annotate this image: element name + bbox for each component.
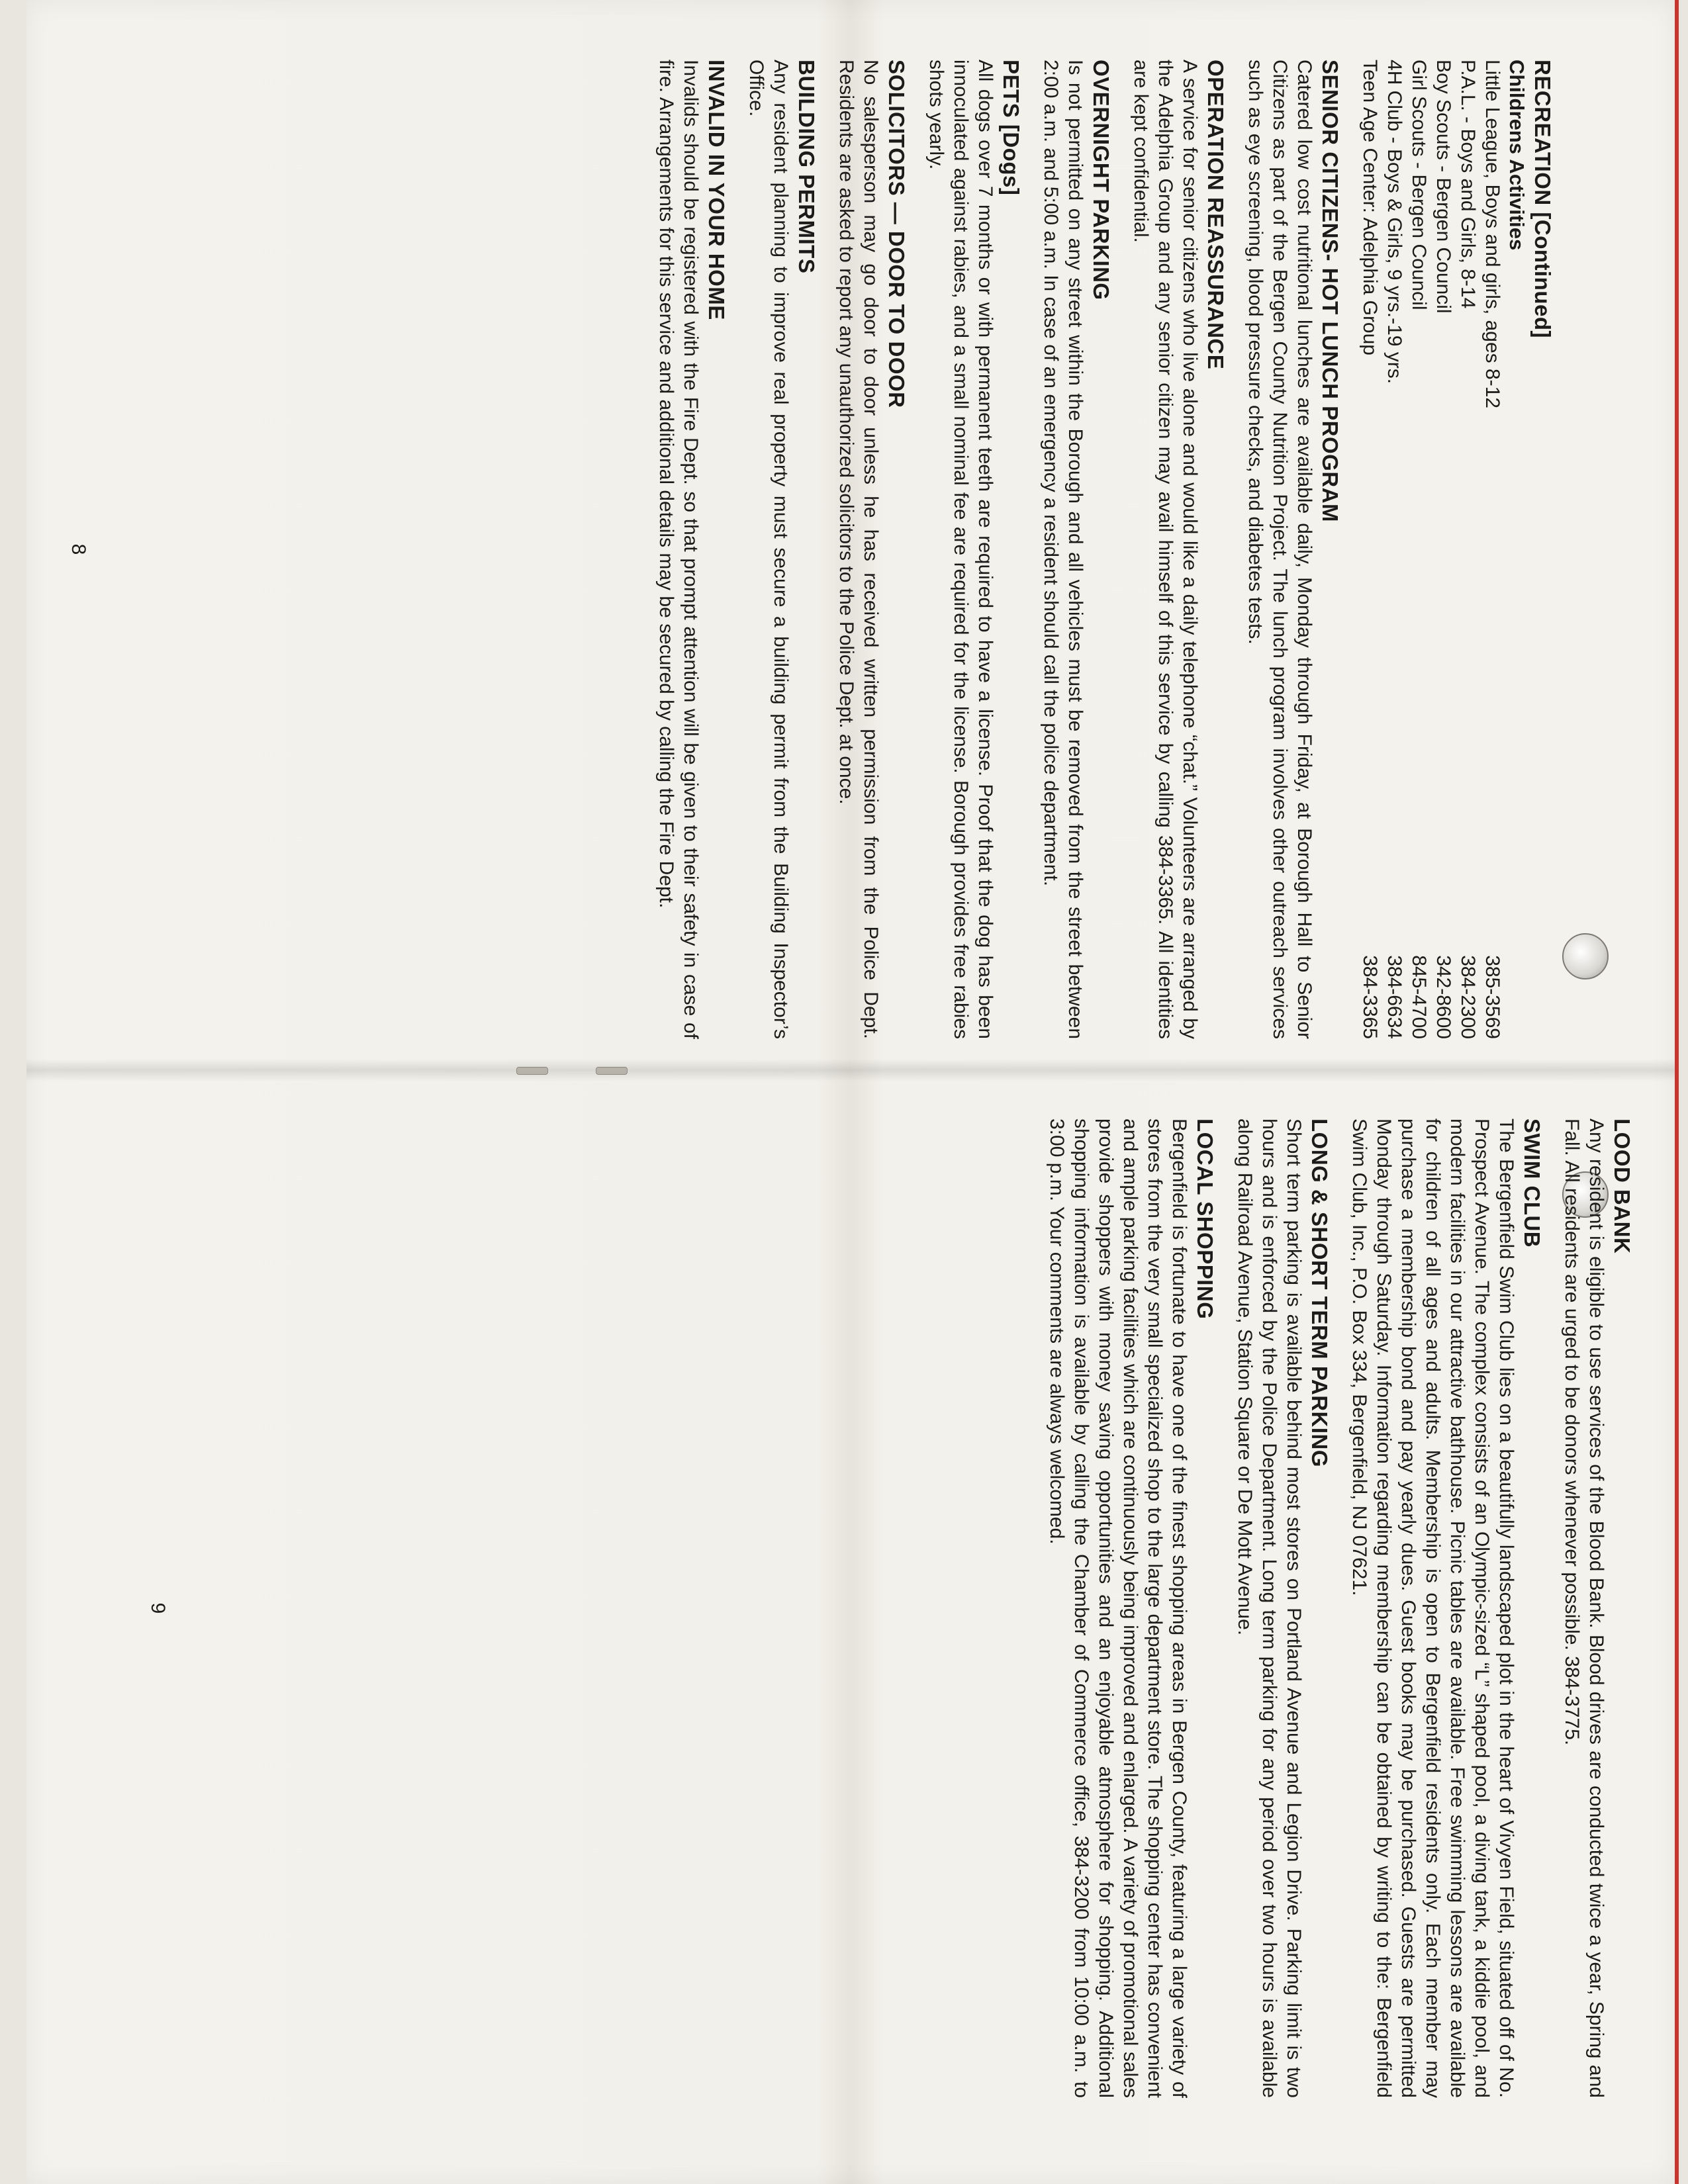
activity-row xyxy=(1382,60,1407,1039)
booklet-spread xyxy=(26,0,1679,2184)
page-8 xyxy=(20,60,1556,1039)
building-permits-title: BUILDING PERMITS xyxy=(794,60,819,274)
local-shopping-title: LOCAL SHOPPING xyxy=(1193,1118,1217,1320)
recreation-title: RECREATION [Continued] xyxy=(1530,60,1555,339)
blood-bank-body: Any resident is eligible to use services of the Blood Bank. Blood drives are conducted twice a year, Spring and Fall. All residents are urged to be donors whenever possible. 384-3775. xyxy=(1561,1118,1607,2098)
short-term-parking-section xyxy=(1233,1118,1333,2098)
blood-bank-title: LOOD BANK xyxy=(1610,1118,1634,1254)
activity-name: Girl Scouts - Bergen Council xyxy=(1408,60,1430,310)
activity-row xyxy=(1431,60,1456,1039)
reassurance-title: OPERATION REASSURANCE xyxy=(1203,60,1228,370)
overnight-parking-title: OVERNIGHT PARKING xyxy=(1089,60,1113,300)
activity-row xyxy=(1407,60,1431,1039)
pets-body: All dogs over 7 months or with permanent teeth are required to have a license. Proof that the dog has been innoculated against rabies, and a small nominal fee are required for the license. Borough provides free rabies shots yearly. xyxy=(925,60,996,1039)
invalid-title: INVALID IN YOUR HOME xyxy=(704,60,729,320)
activity-name: Teen Age Center: Adelphia Group xyxy=(1359,60,1381,355)
pets-section xyxy=(924,60,1024,1039)
overnight-parking-body: Is not permitted on any street within the Borough and all vehicles must be removed from the street between 2:00 a.m. and 5:00 a.m. In case of an emergency a resident should call the police department. xyxy=(1040,60,1086,1039)
local-shopping-section xyxy=(1045,1118,1218,2098)
overnight-parking-section xyxy=(1039,60,1114,1039)
solicitors-body: No salesperson may go door to door unless he has received written permission from the Police Dept. Residents are asked to report any unauthorized solicitors to the Police Dept. at once. xyxy=(835,60,882,1039)
activity-row xyxy=(1456,60,1480,1039)
activity-name: 4H Club - Boys & Girls, 9 yrs.-19 yrs. xyxy=(1383,60,1405,385)
senior-lunch-section xyxy=(1243,60,1343,1039)
senior-lunch-title: SENIOR CITIZENS- HOT LUNCH PROGRAM xyxy=(1318,60,1342,522)
blood-bank-section xyxy=(1560,1118,1635,2098)
activity-phone: 845-4700 xyxy=(1408,955,1430,1039)
activity-name: P.A.L. - Boys and Girls, 8-14 xyxy=(1457,60,1479,309)
invalid-section xyxy=(654,60,729,1039)
solicitors-title: SOLICITORS — DOOR TO DOOR xyxy=(884,60,909,408)
short-term-parking-body: Short term parking is available behind most stores on Portland Avenue and Legion Drive. Parking limit is two hours and is enforced by the Police Department. Long term parking for any period over two hours is available along Railroad Avenue, Station Square or De Mott Avenue. xyxy=(1234,1118,1305,2098)
activity-phone: 384-2300 xyxy=(1457,955,1479,1039)
short-term-parking-title: LONG & SHORT TERM PARKING xyxy=(1307,1118,1332,1468)
staple-top xyxy=(516,1067,548,1075)
reassurance-body: A service for senior citizens who live alone and would like a daily telephone “chat.” Volunteers are arranged by the Adelphia Group and any senior citizen may avail himself of this service by calling 384-3365. All identities are kept confidential. xyxy=(1130,60,1201,1039)
activity-row xyxy=(1480,60,1505,1039)
building-permits-body: Any resident planning to improve real property must secure a building permit from the Building Inspector’s Office. xyxy=(745,60,792,1039)
page-number: 8 xyxy=(68,543,89,555)
recreation-section xyxy=(1358,60,1556,1039)
invalid-body: Invalids should be registered with the Fire Dept. so that prompt attention will be given to their safety in case of fire. Arrangements for this service and additional details may be secured by calling the Fire Dept. xyxy=(655,60,702,1039)
solicitors-section xyxy=(834,60,910,1039)
binder-hole-top xyxy=(1562,933,1609,979)
activity-phone: 384-3365 xyxy=(1359,955,1381,1039)
page-9 xyxy=(99,1118,1635,2098)
swim-club-section xyxy=(1347,1118,1545,2098)
activity-name: Little League, Boys and girls, ages 8-12 xyxy=(1481,60,1503,409)
activity-row xyxy=(1358,60,1382,1039)
swim-club-body: The Bergenfield Swim Club lies on a beautifully landscaped plot in the heart of Vivyen Field, situated off of No. Prospect Avenue. The complex consists of an Olympic-sized “L” shaped pool, a diving tank, a kiddie pool, and modern facilities in our attractive bathhouse. Picnic tables are available. Free swimming lessons are available for children of all ages and adults. Membership is open to Bergenfield residents only. Each member may purchase a membership bond and pay yearly dues. Guest books may be purchased. Guests are permitted Monday through Saturday. Information regarding membership can be obtained by writing to the: Bergenfield Swim Club, Inc., P.O. Box 334, Bergenfield, NJ 07621. xyxy=(1348,1118,1517,2098)
page-number: 9 xyxy=(147,1602,169,1614)
activity-name: Boy Scouts - Bergen Council xyxy=(1432,60,1454,314)
senior-lunch-body: Catered low cost nutritional lunches are available daily, Monday through Friday, at Borough Hall to Senior Citizens as part of the Bergen County Nutrition Project. The lunch program involves other outreach services such as eye screening, blood pressure checks, and diabetes tests. xyxy=(1244,60,1315,1039)
activity-phone: 342-8600 xyxy=(1432,955,1454,1039)
local-shopping-body: Bergenfield is fortunate to have one of the finest shopping areas in Bergen County, featuring a large variety of stores from the very small specialized shop to the large department store. The shopping center has convenient and ample parking facilities which are continuously being improved and enlarged. A variety of promotional sales provide shoppers with money saving opportunities and an enjoyable atmosphere for shopping. Additional shopping information is available by calling the Chamber of Commerce office, 384-3200 from 10:00 a.m. to 3:00 p.m. Your comments are always welcomed. xyxy=(1046,1118,1190,2098)
pets-title: PETS [Dogs] xyxy=(999,60,1023,196)
activity-phone: 385-3569 xyxy=(1481,955,1503,1039)
activity-phone: 384-6634 xyxy=(1383,955,1405,1039)
reassurance-section xyxy=(1129,60,1229,1039)
childrens-activities-subtitle: Childrens Activities xyxy=(1505,60,1528,251)
staple-bottom xyxy=(596,1067,628,1075)
swim-club-title: SWIM CLUB xyxy=(1520,1118,1544,1248)
building-permits-section xyxy=(744,60,820,1039)
center-fold xyxy=(26,1059,1675,1081)
